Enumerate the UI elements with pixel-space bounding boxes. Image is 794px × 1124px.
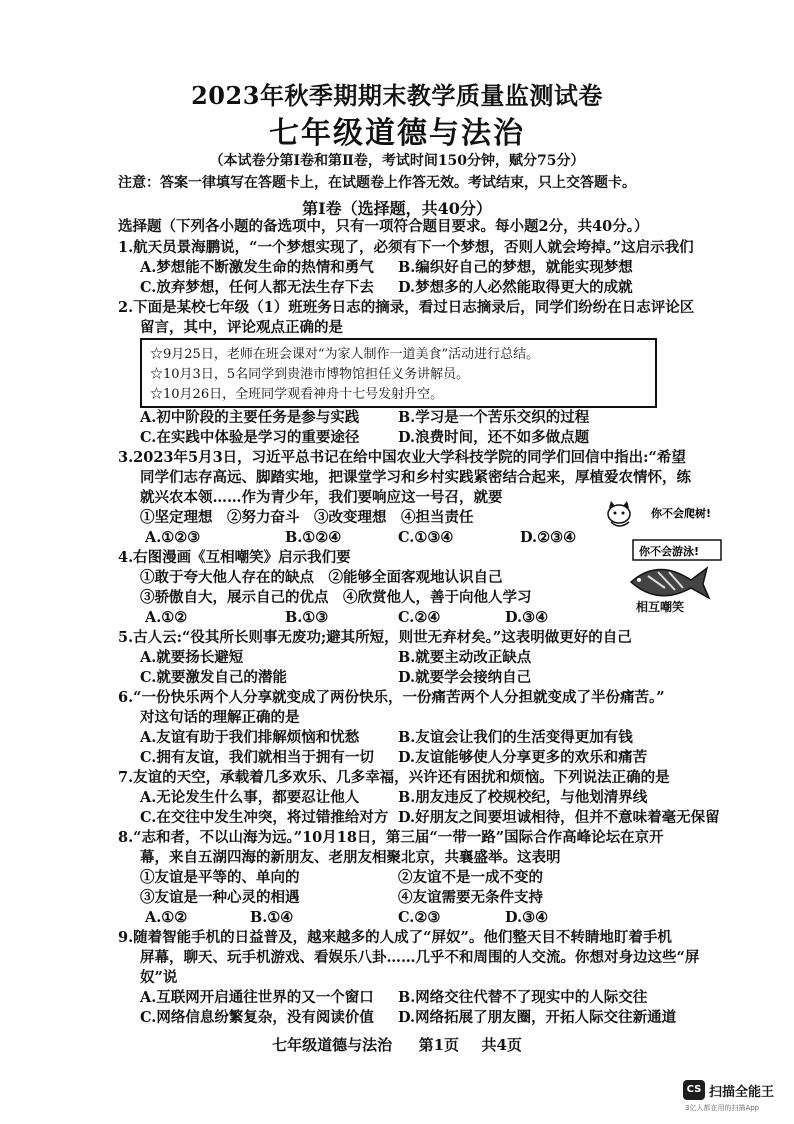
fish-illustration — [631, 568, 709, 598]
q9-option-a: A.互联网开启通往世界的又一个窗口 — [140, 989, 374, 1006]
q8-stem-line2: 幕，来自五湖四海的新朋友、老朋友相聚北京，共襄盛举。这表明 — [140, 849, 561, 866]
q4-option-d: D.③④ — [505, 609, 549, 626]
q1-stem: 1.航天员景海鹏说，“一个梦想实现了，必须有下一个梦想，否则人就会垮掉。”这启示我们 — [118, 239, 694, 256]
q2-log-entry: ☆9月25日，老师在班会课对“为家人制作一道美食”活动进行总结。 — [150, 347, 540, 362]
cat-illustration — [608, 501, 630, 526]
q6-option-c: C.拥有友谊，我们就相当于拥有一切 — [140, 749, 374, 766]
footer-total-pages: 共4页 — [481, 1036, 522, 1054]
q2-stem-line1: 2.下面是某校七年级（1）班班务日志的摘录，看过日志摘录后，同学们纷纷在日志评论区 — [118, 299, 695, 316]
q5-option-d: D.就要学会接纳自己 — [398, 669, 532, 686]
q9-option-b: B.网络交往代替不了现实中的人际交往 — [398, 989, 648, 1006]
q2-option-a: A.初中阶段的主要任务是参与实践 — [140, 409, 360, 426]
q7-option-c: C.在交往中发生冲突，将过错推给对方 — [140, 809, 389, 826]
scanner-app-name: 扫描全能王 — [709, 1085, 775, 1100]
scanner-watermark — [683, 1080, 789, 1120]
q8-item-3: ③友谊是一种心灵的相遇 — [140, 889, 300, 906]
q5-option-c: C.就要激发自己的潜能 — [140, 669, 287, 686]
exam-subject-title: 七年级道德与法治 — [269, 116, 525, 151]
q2-log-entry: ☆10月3日，5名同学到贵港市博物馆担任义务讲解员。 — [150, 367, 470, 382]
fish-speech: 你不会游泳! — [639, 545, 700, 558]
q8-item-1: ①友谊是平等的、单向的 — [140, 869, 300, 886]
q4-option-b: B.①③ — [285, 609, 329, 626]
q4-items-line1: ①敢于夸大他人存在的缺点 ②能够全面客观地认识自己 — [140, 569, 503, 586]
q9-stem-line2: 屏幕，聊天、玩手机游戏、看娱乐八卦……几乎不和周围的人交流。你想对身边这些“屏 — [140, 949, 700, 966]
q4-option-a: A.①② — [145, 609, 188, 626]
q4-option-c: C.②④ — [398, 609, 441, 626]
exam-attention-note: 注意：答案一律填写在答题卡上，在试题卷上作答无效。考试结束，只上交答题卡。 — [118, 175, 636, 191]
q2-log-box — [140, 338, 657, 408]
q2-log-entry: ☆10月26日，全班同学观看神舟十七号发射升空。 — [150, 387, 444, 402]
q2-option-c: C.在实践中体验是学习的重要途径 — [140, 429, 360, 446]
page-footer — [0, 1034, 794, 1055]
q2-option-b: B.学习是一个苦乐交织的过程 — [398, 409, 590, 426]
q6-option-a: A.友谊有助于我们排解烦恼和忧愁 — [140, 729, 360, 746]
q9-stem-line1: 9.随着智能手机的日益普及，越来越多的人成了“屏奴”。他们整天目不转睛地盯着手机 — [118, 929, 672, 946]
q6-stem-line2: 对这句话的理解正确的是 — [140, 709, 300, 726]
q6-stem-line1: 6.“一份快乐两个人分享就变成了两份快乐，一份痛苦两个人分担就变成了半份痛苦。” — [118, 689, 665, 706]
q6-option-b: B.友谊会让我们的生活变得更加有钱 — [398, 729, 633, 746]
q3-option-c: C.①③④ — [398, 529, 454, 546]
q3-stem-line3: 就兴农本领……作为青少年，我们要响应这一号召，就要 — [140, 489, 503, 506]
q3-option-a: A.①②③ — [145, 529, 201, 546]
q1-option-b: B.编织好自己的梦想，就能实现梦想 — [398, 259, 633, 276]
q9-stem-line3: 奴”说 — [140, 969, 178, 986]
q8-option-c: C.②③ — [398, 909, 441, 926]
q3-items: ①坚定理想 ②努力奋斗 ③改变理想 ④担当责任 — [140, 509, 474, 526]
q7-option-a: A.无论发生什么事，都要忍让他人 — [140, 789, 360, 806]
section-title: 第Ⅰ卷（选择题，共40分） — [302, 199, 492, 218]
q2-option-d: D.浪费时间，还不如多做点题 — [398, 429, 590, 446]
q3-option-b: B.①②④ — [285, 529, 342, 546]
q9-option-d: D.网络拓展了朋友圈，开拓人际交往新通道 — [398, 1009, 677, 1026]
q8-stem-line1: 8.“志和者，不以山海为远。”10月18日，第三届“一带一路”国际合作高峰论坛在京开 — [118, 829, 664, 846]
q8-item-2: ②友谊不是一成不变的 — [398, 869, 543, 886]
q1-option-a: A.梦想能不断激发生命的热情和勇气 — [140, 259, 374, 276]
exam-title: 2023年秋季期期末教学质量监测试卷 — [191, 81, 603, 110]
q6-option-d: D.友谊能够使人分享更多的欢乐和痛苦 — [398, 749, 648, 766]
q4-stem: 4.右图漫画《互相嘲笑》启示我们要 — [118, 549, 351, 566]
q2-stem-line2: 留言，其中，评论观点正确的是 — [140, 319, 343, 336]
q7-option-b: B.朋友违反了校规校纪，与他划清界线 — [398, 789, 648, 806]
q3-stem-line1: 3.2023年5月3日，习近平总书记在给中国农业大学科技学院的同学们回信中指出:“希望 — [118, 449, 686, 466]
q9-option-c: C.网络信息纷繁复杂，没有阅读价值 — [140, 1009, 374, 1026]
q1-option-d: D.梦想多的人必然能取得更大的成就 — [398, 279, 633, 296]
q8-option-d: D.③④ — [505, 909, 549, 926]
q8-option-a: A.①② — [145, 909, 188, 926]
q5-option-a: A.就要扬长避短 — [140, 649, 244, 666]
q5-option-b: B.就要主动改正缺点 — [398, 649, 532, 666]
scanner-slogan: 3亿人都在用的扫描App — [685, 1104, 760, 1112]
q8-option-b: B.①④ — [250, 909, 294, 926]
section-instructions: 选择题（下列各小题的备选项中，只有一项符合题目要求。每小题2分，共40分。） — [118, 218, 649, 235]
footer-page-number: 第1页 — [418, 1036, 459, 1054]
q1-option-c: C.放弃梦想，任何人都无法生存下去 — [140, 279, 374, 296]
footer-subject: 七年级道德与法治 — [272, 1036, 393, 1054]
q7-stem: 7.友谊的天空，承载着几多欢乐、几多幸福，兴许还有困扰和烦恼。下列说法正确的是 — [118, 769, 670, 786]
q4-items-line2: ③骄傲自大，展示自己的优点 ④欣赏他人，善于向他人学习 — [140, 589, 532, 606]
q3-option-d: D.②③④ — [520, 529, 577, 546]
q5-stem: 5.古人云:“役其所长则事无废功;避其所短，则世无弃材矣。”这表明做更好的自己 — [118, 629, 632, 646]
q8-item-4: ④友谊需要无条件支持 — [398, 889, 543, 906]
cartoon-caption: 相互嘲笑 — [636, 600, 685, 614]
q7-option-d: D.好朋友之间要坦诚相待，但并不意味着毫无保留 — [398, 809, 720, 826]
q3-stem-line2: 同学们志存高远、脚踏实地，把课堂学习和乡村实践紧密结合起来，厚植爱农情怀，练 — [140, 469, 691, 486]
camscanner-logo-icon: CS — [683, 1080, 705, 1100]
cat-speech: 你不会爬树! — [651, 507, 712, 520]
exam-info-note: （本试卷分第Ⅰ卷和第Ⅱ卷，考试时间150分钟，赋分75分） — [209, 153, 585, 169]
